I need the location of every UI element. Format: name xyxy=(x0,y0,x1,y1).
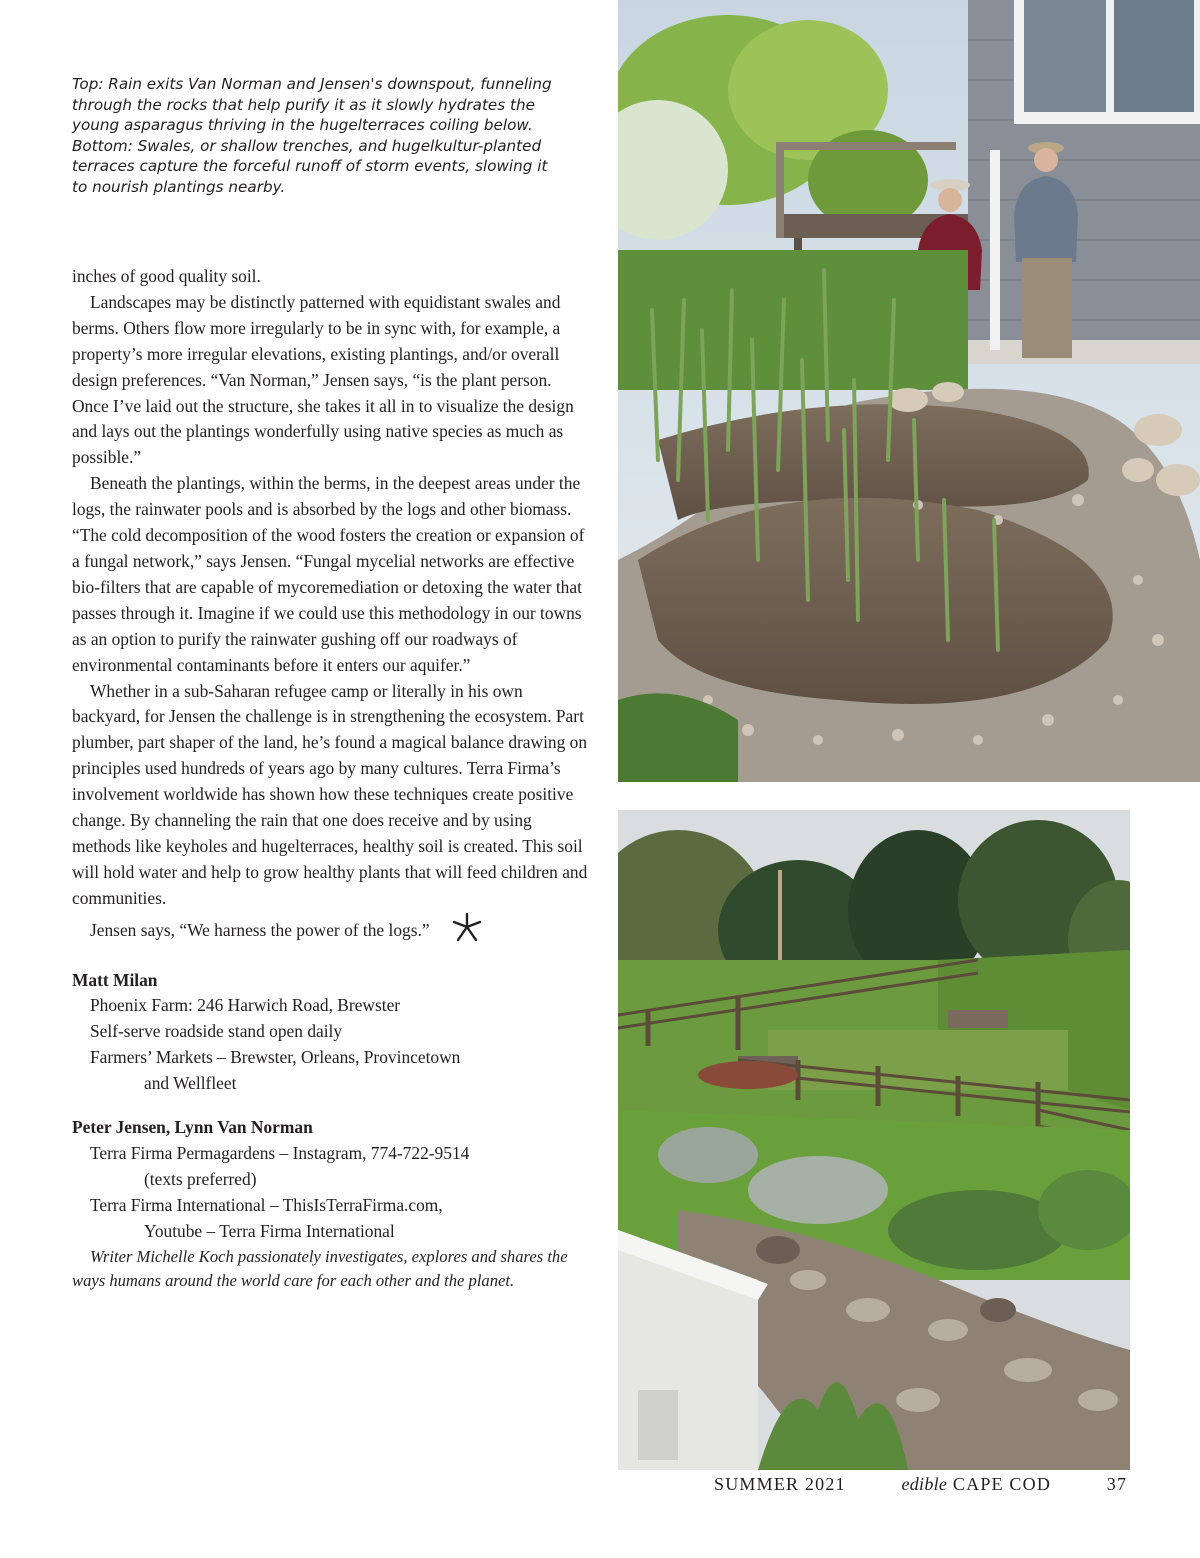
listing-name: Peter Jensen, Lynn Van Norman xyxy=(72,1117,313,1138)
listing-terra-firma xyxy=(72,1115,592,1245)
publication-name-italic: edible xyxy=(901,1474,948,1494)
listing-line: Farmers’ Markets – Brewster, Orleans, Provincetown xyxy=(90,1047,461,1068)
listing-line: Terra Firma Permagardens – Instagram, 774-722-9514 xyxy=(90,1143,470,1163)
article-body xyxy=(72,264,592,1293)
article-paragraph: Whether in a sub-Saharan refugee camp or literally in his own backyard, for Jensen the challenge is in strengthening the ecosystem. Part plumber, part shaper of the land, he’s found a magical balance drawing on principles used hundreds of years ago by many cultures. Terra Firma’s involvement worldwide has shown how these techniques create positive change. By channeling the rain that one does receive and by using methods like keyholes and hugelterraces, healthy soil is created. This soil will hold water and help to grow healthy plants that will feed children and communities. xyxy=(72,680,588,908)
article-paragraph: Landscapes may be distinctly patterned with equidistant swales and berms. Others flow more irregularly to be in sync with, for example, a property’s more irregular elevations, existing plantings, and/or overall design preferences. “Van Norman,” Jensen says, “is the plant person. Once I’ve laid out the structure, she takes it all in to visualize the design and lays out the plantings wonderfully using native species as much as possible.” xyxy=(72,291,574,468)
article-paragraph: inches of good quality soil. xyxy=(72,266,261,286)
listing-line: Self-serve roadside stand open daily xyxy=(90,1021,343,1042)
caption-line: to nourish plantings nearby. xyxy=(72,177,286,196)
listing-line: Terra Firma International – ThisIsTerraFirma.com, xyxy=(90,1194,443,1215)
caption-line: young asparagus thriving in the hugelterraces coiling below. xyxy=(72,116,533,135)
listing-line-continuation: Youtube – Terra Firma International xyxy=(144,1220,395,1241)
caption-line: Bottom: Swales, or shallow trenches, and hugelkultur-planted xyxy=(72,136,542,155)
listing-matt-milan xyxy=(72,968,592,1098)
page-footer xyxy=(714,1474,1127,1495)
listing-line-continuation: (texts preferred) xyxy=(144,1168,257,1189)
publication-name xyxy=(901,1474,1051,1495)
writer-bio: Writer Michelle Koch passionately investigates, explores and shares the ways humans around the world care for each other and the planet. xyxy=(72,1246,568,1290)
starfish-icon xyxy=(434,912,482,950)
issue-label: SUMMER 2021 xyxy=(714,1474,846,1494)
caption-line: Top: Rain exits Van Norman and Jensen's downspout, funneling xyxy=(72,75,552,93)
listing-name: Matt Milan xyxy=(72,969,158,990)
photo-fenced-garden xyxy=(618,810,1130,1470)
photo-caption xyxy=(72,74,592,198)
photo-asparagus-garden xyxy=(618,0,1200,782)
listing-line: Phoenix Farm: 246 Harwich Road, Brewster xyxy=(90,995,401,1016)
article-closing-paragraph xyxy=(72,912,592,950)
listing-line-continuation: and Wellfleet xyxy=(144,1073,237,1094)
article-paragraph: Beneath the plantings, within the berms, in the deepest areas under the logs, the rainwater pools and is absorbed by the logs and other biomass. “The cold decomposition of the wood fosters the creation or expansion of a fungal network,” says Jensen. “Fungal mycelial networks are effective bio-filters that are capable of mycoremediation or detoxing the water that passes through it. Imagine if we could use this methodology in our towns as an option to purify the rainwater gushing off our roadways of environmental contaminants before it enters our aquifer.” xyxy=(72,473,585,675)
closing-quote: Jensen says, “We harness the power of the logs.” xyxy=(90,919,430,940)
caption-line: terraces capture the forceful runoff of storm events, slowing it xyxy=(72,157,548,176)
page-number: 37 xyxy=(1106,1474,1128,1494)
caption-line: through the rocks that help purify it as it slowly hydrates the xyxy=(72,95,535,114)
publication-name-rest: CAPE COD xyxy=(952,1474,1052,1494)
